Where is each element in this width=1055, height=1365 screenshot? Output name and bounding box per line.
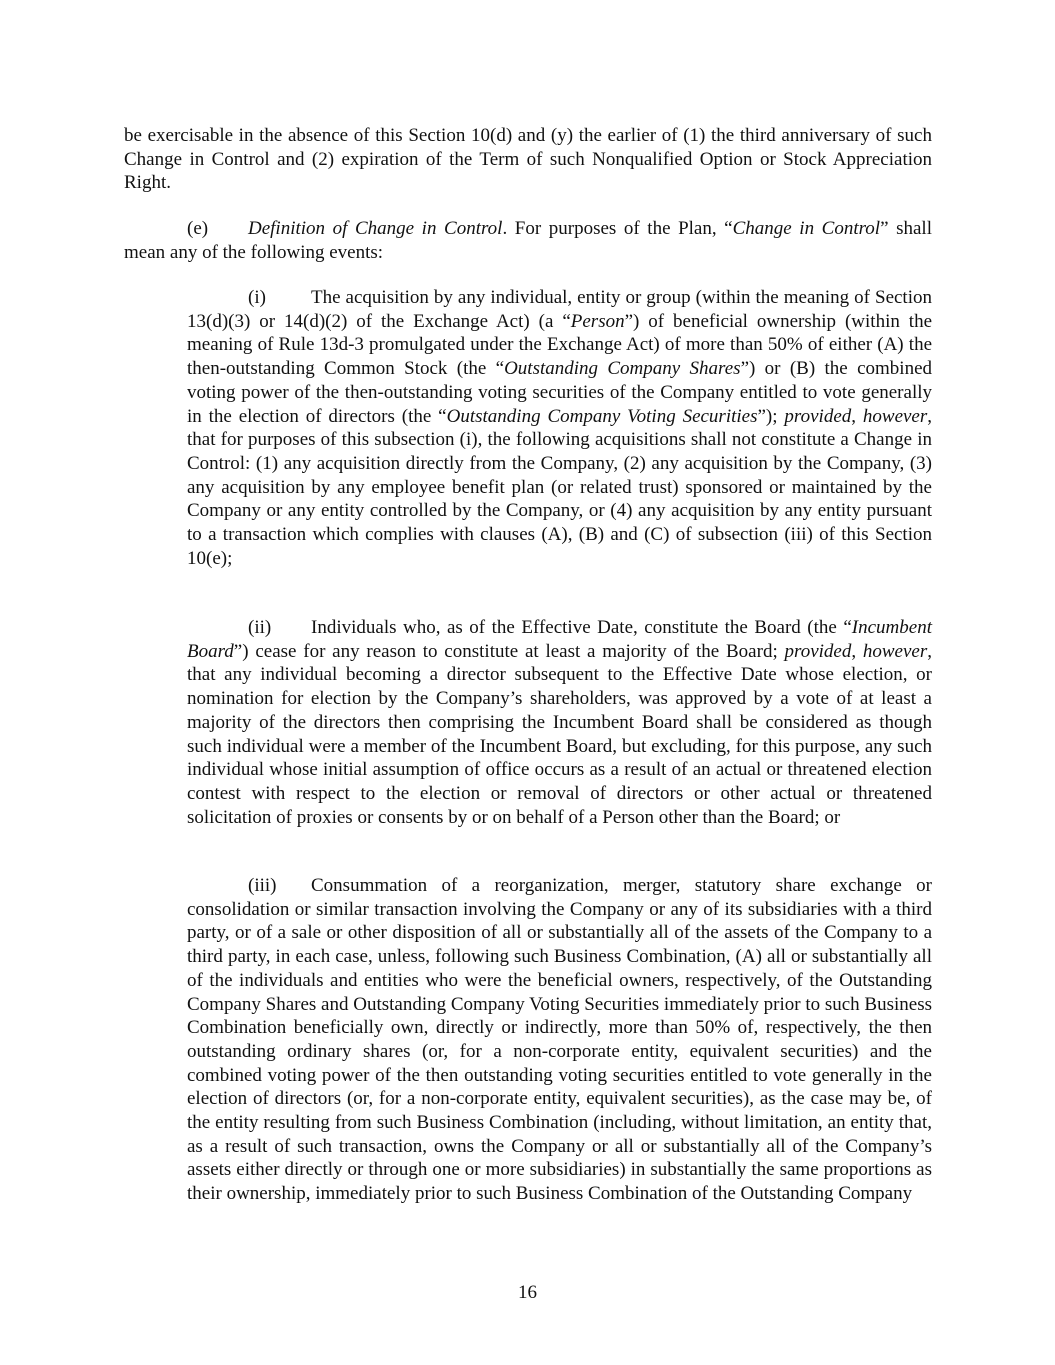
item-ii-text-3: , that any individual becoming a director subsequent to the Effective Date whose election, or nomination for election by the Company’s shareholders, was approved by a vote of at least a majority of the directors then comprising the Incumbent Board shall be considered as though such individual were a member of the Incumbent Board, but excluding, for this purpose, any such individual whose initial assumption of office occurs as a result of an actual or threatened election contest with respect to the election or removal of directors or other actual or threatened solicitation of proxies or consents by or on behalf of a Person other than the Board; or: [187, 640, 932, 828]
item-i-text-5: , that for purposes of this subsection (i), the following acquisitions shall not constitute a Change in Control: (1) any acquisition directly from the Company, (2) any acquisition by the Company, (3) any acquisition by any employee benefit plan (or related trust) sponsored or maintained by the Company or any entity controlled by the Company, or (4) any acquisition by any entity pursuant to a transaction which complies with clauses (A), (B) and (C) of subsection (iii) of this Section 10(e);: [187, 405, 933, 569]
item-ii-text-1: Individuals who, as of the Effective Date, constitute the Board (the “: [311, 617, 852, 638]
item-i-paragraph: [187, 286, 932, 570]
item-i-text-2: ”) of beneficial ownership (within the meaning of Rule 13d-3 promulgated under the Exchange Act) of more than 50% of either (A) the then-outstanding Common Stock (the “: [187, 310, 932, 380]
item-i-comma: ,: [851, 405, 863, 427]
defined-term-incumbent-board: Incumbent Board: [187, 617, 932, 662]
item-ii-paragraph: [187, 616, 932, 829]
continuation-text: be exercisable in the absence of this Section 10(d) and (y) the earlier of (1) the third anniversary of such Change in Control and (2) expiration of the Term of such Nonqualified Option or Stock Appreciation Right.: [124, 125, 932, 194]
item-i-text-1: The acquisition by any individual, entity or group (within the meaning of Section 13(d)(3) or 14(d)(2) of the Exchange Act) (a “: [187, 287, 932, 332]
defined-term-change-in-control: Change in Control: [732, 218, 881, 239]
page-number: 16: [518, 1282, 537, 1303]
defined-term-outstanding-company-voting-securities: Outstanding Company Voting Securities: [446, 405, 758, 427]
section-e-label: (e): [187, 218, 209, 239]
section-e-text-a: . For purposes of the Plan, “: [502, 218, 733, 239]
defined-term-person: Person: [570, 310, 625, 332]
item-ii-provided: provided: [784, 640, 852, 662]
section-e-heading: Definition of Change in Control: [248, 218, 503, 239]
item-ii-label: (ii): [248, 617, 272, 638]
item-i-text-4: ”);: [757, 405, 785, 427]
item-ii-comma: ,: [851, 640, 863, 662]
continuation-paragraph: [124, 124, 932, 195]
item-i-however: however: [862, 405, 928, 427]
item-iii-paragraph: [187, 874, 932, 1206]
item-i-text-3: ”) or (B) the combined voting power of the then-outstanding voting securities of the Company entitled to vote generally in the election of directors (the “: [187, 358, 933, 427]
defined-term-outstanding-company-shares: Outstanding Company Shares: [504, 358, 741, 380]
item-i-label: (i): [248, 287, 266, 308]
section-e-paragraph: [124, 217, 932, 264]
item-i-provided: provided: [784, 405, 852, 427]
section-e-text-b: ” shall mean any of the following events:: [124, 218, 932, 263]
item-iii-text-1: Consummation of a reorganization, merger, statutory share exchange or consolidation or similar transaction involving the Company or any of its subsidiaries with a third party, or of a sale or other disposition of all or substantially all of the assets of the Company to a third party, in each case, unless, following such Business Combination, (A) all or substantially all of the individuals and entities who were the beneficial owners, respectively, of the Outstanding Company Shares and Outstanding Company Voting Securities immediately prior to such Business Combination beneficially own, directly or indirectly, more than 50% of, respectively, the then outstanding ordinary shares (or, for a non-corporate entity, equivalent securities) and the combined voting power of the then outstanding voting securities entitled to vote generally in the election of directors (or, for a non-corporate entity, equivalent securities), as the case may be, of the entity resulting from such Business Combination (including, without limitation, an entity that, as a result of such transaction, owns the Company or all or substantially all of the Company’s assets either directly or through one or more subsidiaries) in substantially the same proportions as their ownership, immediately prior to such Business Combination of the Outstanding Company: [187, 875, 932, 1205]
item-ii-however: however: [862, 640, 928, 662]
item-ii-text-2: ”) cease for any reason to constitute at least a majority of the Board;: [233, 640, 785, 662]
item-iii-label: (iii): [248, 875, 277, 896]
